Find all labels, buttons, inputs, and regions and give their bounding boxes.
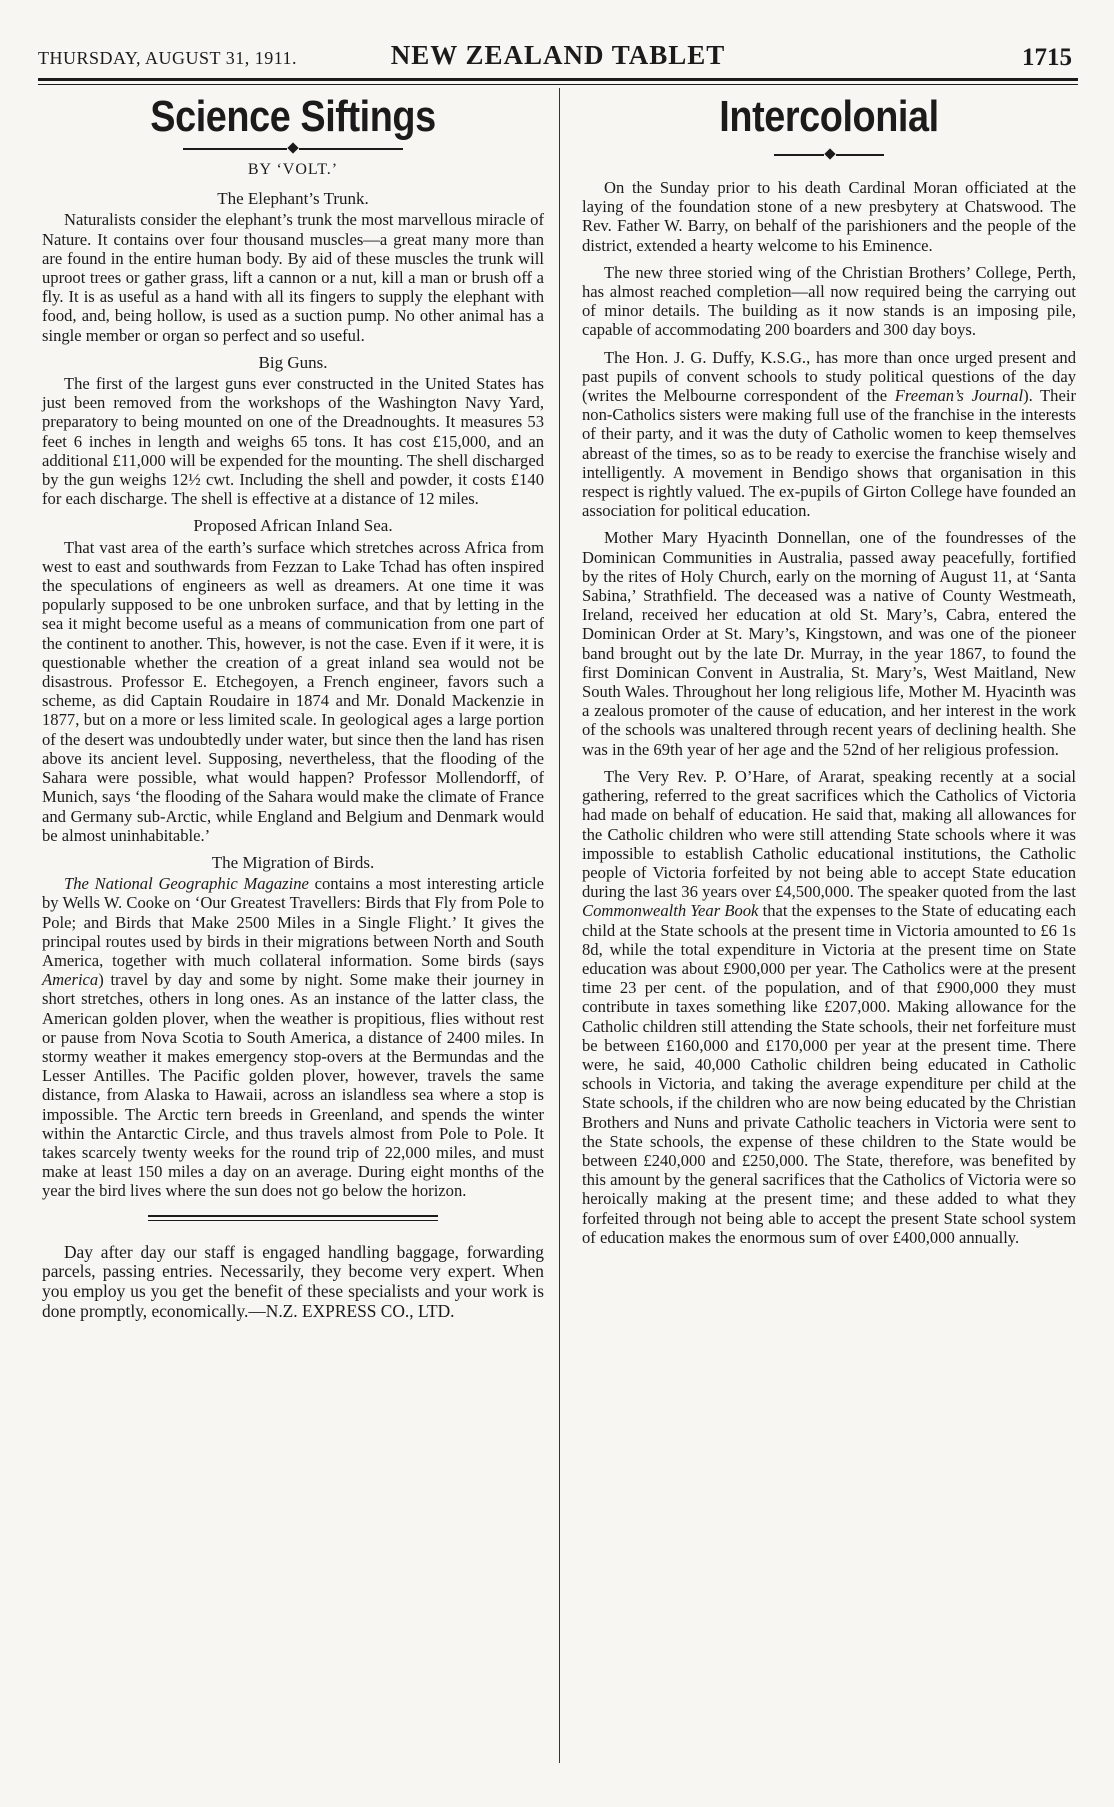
subheading: The Migration of Birds.	[211, 852, 375, 872]
intercolonial-column	[582, 92, 1076, 1255]
book-title: Commonwealth Year Book	[582, 901, 759, 921]
article-paragraph: The first of the largest guns ever constructed in the United States has just been removed from the workshops of the Washington Navy Yard, preparatory to being mounted on one of the Dreadnoughts. It measures 53 feet 6 inches in length and weighs 65 tons. It has cost £15,000, and an additional £11,000 will be expended for the mounting. The shell discharged by the gun weighs 12½ cwt. Including the shell and powder, it costs £140 for each discharge. The shell is effective at a distance of 12 miles.	[42, 374, 545, 509]
news-paragraph: The Hon. J. G. Duffy, K.S.G., has more than once urged present and past pupils of convent schools to study political questions of the day (writes the Melbourne correspondent of the Freeman’s Journal). Their non-Catholics sisters were making full use of the franchise in the interests of their party, and it was the duty of Catholic women to keep themselves abreast of the times, so as to be ready to exercise the franchise wisely and intelligently. A movement in Bendigo shows that organisation in this respect is rightly valued. The ex-pupils of Girton College have founded an association for political education.	[582, 347, 1076, 521]
issue-date: THURSDAY, AUGUST 31, 1911.	[38, 48, 298, 68]
news-paragraph: The new three storied wing of the Christian Brothers’ College, Perth, has almost reached completion—all now required being the carrying out of minor details. The building as it now stands is an imposing pile, capable of accommodating 200 boarders and 300 day boys.	[582, 262, 1076, 340]
article-paragraph: That vast area of the earth’s surface which stretches across Africa from west to east and southwards from Fezzan to Lake Tchad has often inspired the speculations of engineers as well as dreamers. At one time it was popularly supposed to be one unbroken surface, and that by letting in the sea it might become useful as a means of communication from one part of the continent to another. This, however, is not the case. Even if it were, it is questionable whether the creation of a great inland sea would not be disastrous. Professor E. Etchegoyen, a French engineer, favors such a scheme, as did Captain Roudaire in 1874 and Mr. Donald Mackenzie in 1877, but on a more or less limited scale. In geological ages a large portion of the desert was undoubtedly under water, but since then the land has risen above its ancient level. Supposing, nevertheless, that the flooding of the Sahara were possible, what would happen? Professor Mollendorff, of Munich, says ‘the flooding of the Sahara would make the climate of France and Germany sub-Arctic, while England and Belgium and Denmark would be almost uninhabitable.’	[42, 537, 544, 845]
news-paragraph: Mother Mary Hyacinth Donnellan, one of the foundresses of the Dominican Communities in Australia, passed away peacefully, fortified by the rites of Holy Church, early on the morning of August 11, at ‘Santa Sabina,’ Strathfield. The deceased was a native of County Westmeath, Ireland, received her education at old St. Mary’s, Cabra, entered the Dominican Order at St. Mary’s, Kingstown, and was one of the pioneer band brought out by the late Dr. Murray, in the year 1867, to found the first Dominican Convent in Australia, St. Mary’s, West Maitland, New South Wales. Throughout her long religious life, Mother M. Hyacinth was a zealous promoter of the cause of education, and her interest in the work of the schools was unaltered through recent years of declining health. She was in the 69th year of her age and the 52nd of her religious profession.	[582, 528, 1076, 759]
section-heading: Intercolonial	[719, 92, 939, 141]
science-siftings-column	[42, 92, 544, 1322]
masthead	[38, 40, 1078, 76]
magazine-title: The National Geographic Magazine	[64, 874, 309, 894]
masthead-rule	[38, 78, 1078, 81]
byline: BY ‘VOLT.’	[247, 161, 339, 178]
article-paragraph: The National Geographic Magazine contains a most interesting article by Wells W. Cooke on ‘Our Greatest Travellers: Birds that Fly from Pole to Pole; and Birds that Make 2500 Miles in a Single Flight.’ It gives the principal routes used by birds in their migrations between North and South America, together with much collateral information. Some birds (says America) travel by day and some by night. Some make their journey in short stretches, others in long ones. As an instance of the latter class, the American golden plover, when the weather is propitious, flies without rest or pause from Nova Scotia to South America, a distance of 2400 miles. In stormy weather it makes emergency stop-overs at the Bermundas and the Lesser Antilles. The Pacific golden plover, however, travels the same distance, from Alaska to Hawaii, across an islandless sea where a stop is impossible. The Arctic tern breeds in Greenland, and spends the winter within the Antarctic Circle, and thus travels almost from Pole to Pole. It takes scarcely twenty weeks for the round trip of 22,000 miles, and must make at least 150 miles a day on an average. During eight months of the year the bird lives where the sun does not go below the horizon.	[42, 874, 544, 1201]
section-end-rule	[148, 1215, 438, 1225]
page-number: 1715	[1022, 44, 1072, 71]
news-paragraph: On the Sunday prior to his death Cardinal Moran officiated at the laying of the foundation stone of a new presbytery at Chatswood. The Rev. Father W. Barry, on behalf of the parishioners and the people of the district, extended a hearty welcome to his Eminence.	[582, 178, 1076, 255]
masthead-rule-thin	[38, 84, 1078, 85]
heading-ornament	[183, 142, 403, 156]
newspaper-title: NEW ZEALAND TABLET	[390, 40, 726, 70]
subheading: Big Guns.	[258, 352, 328, 372]
subheading: The Elephant’s Trunk.	[217, 189, 369, 209]
subheading: Proposed African Inland Sea.	[193, 516, 393, 536]
section-heading: Science Siftings	[150, 92, 436, 141]
article-paragraph: Naturalists consider the elephant’s trunk the most marvellous miracle of Nature. It contains over four thousand muscles—a great many more than are found in the entire human body. By aid of these muscles the trunk will uproot trees or gather grass, lift a cannon or a nut, kill a man or brush off a fly. It is as useful as a hand with all its fingers to supply the elephant with food, and, being hollow, is used as a suction pump. No other animal has a single member or organ so perfect and so useful.	[42, 210, 544, 345]
column-divider	[559, 88, 560, 1763]
journal-name: Freeman’s Journal	[894, 386, 1024, 406]
magazine-name: America	[42, 970, 99, 990]
advertisement: Day after day our staff is engaged handling baggage, forwarding parcels, passing entries. Necessarily, they become very expert. When you employ us you get the benefit of these specialists and your work is done promptly, economically.—N.Z. EXPRESS CO., LTD.	[42, 1241, 544, 1321]
news-paragraph: The Very Rev. P. O’Hare, of Ararat, speaking recently at a social gathering, referred to the great sacrifices which the Catholics of Victoria had made on behalf of education. He said that, making all allowances for the Catholic children who were still attending State schools where it was impossible to establish Catholic educational institutions, the Catholic people of Victoria forfeited by not being able to accept State education during the last 36 years over £4,500,000. The speaker quoted from the last Commonwealth Year Book that the expenses to the State of educating each child at the State schools at the present time in Victoria amounted to £6 1s 8d, while the total expenditure in Victoria at the present time on State education was about £900,000 per year. The Catholics were at the present time 23 per cent. of the population, and of that £900,000 they must contribute in taxes something like £207,000. Making allowance for the Catholic children still attending the State schools, their net forfeiture must be between £160,000 and £170,000 per year at the present time. There were, he said, 40,000 Catholic children being educated in Catholic schools in Victoria, and taking the average expenditure per child at the State schools, if the children who are now being educated by the Christian Brothers and Nuns and private Catholic teachers in Victoria were sent to the State schools, the expense of these children to the State would be between £240,000 and £250,000. The State, therefore, was benefited by this amount by the general sacrifices that the Catholics of Victoria were so heroically making at the present time; and these added to what they forfeited through not being able to accept the present State school system of education makes the enormous sum of over £400,000 annually.	[582, 766, 1076, 1247]
heading-ornament	[774, 148, 884, 162]
